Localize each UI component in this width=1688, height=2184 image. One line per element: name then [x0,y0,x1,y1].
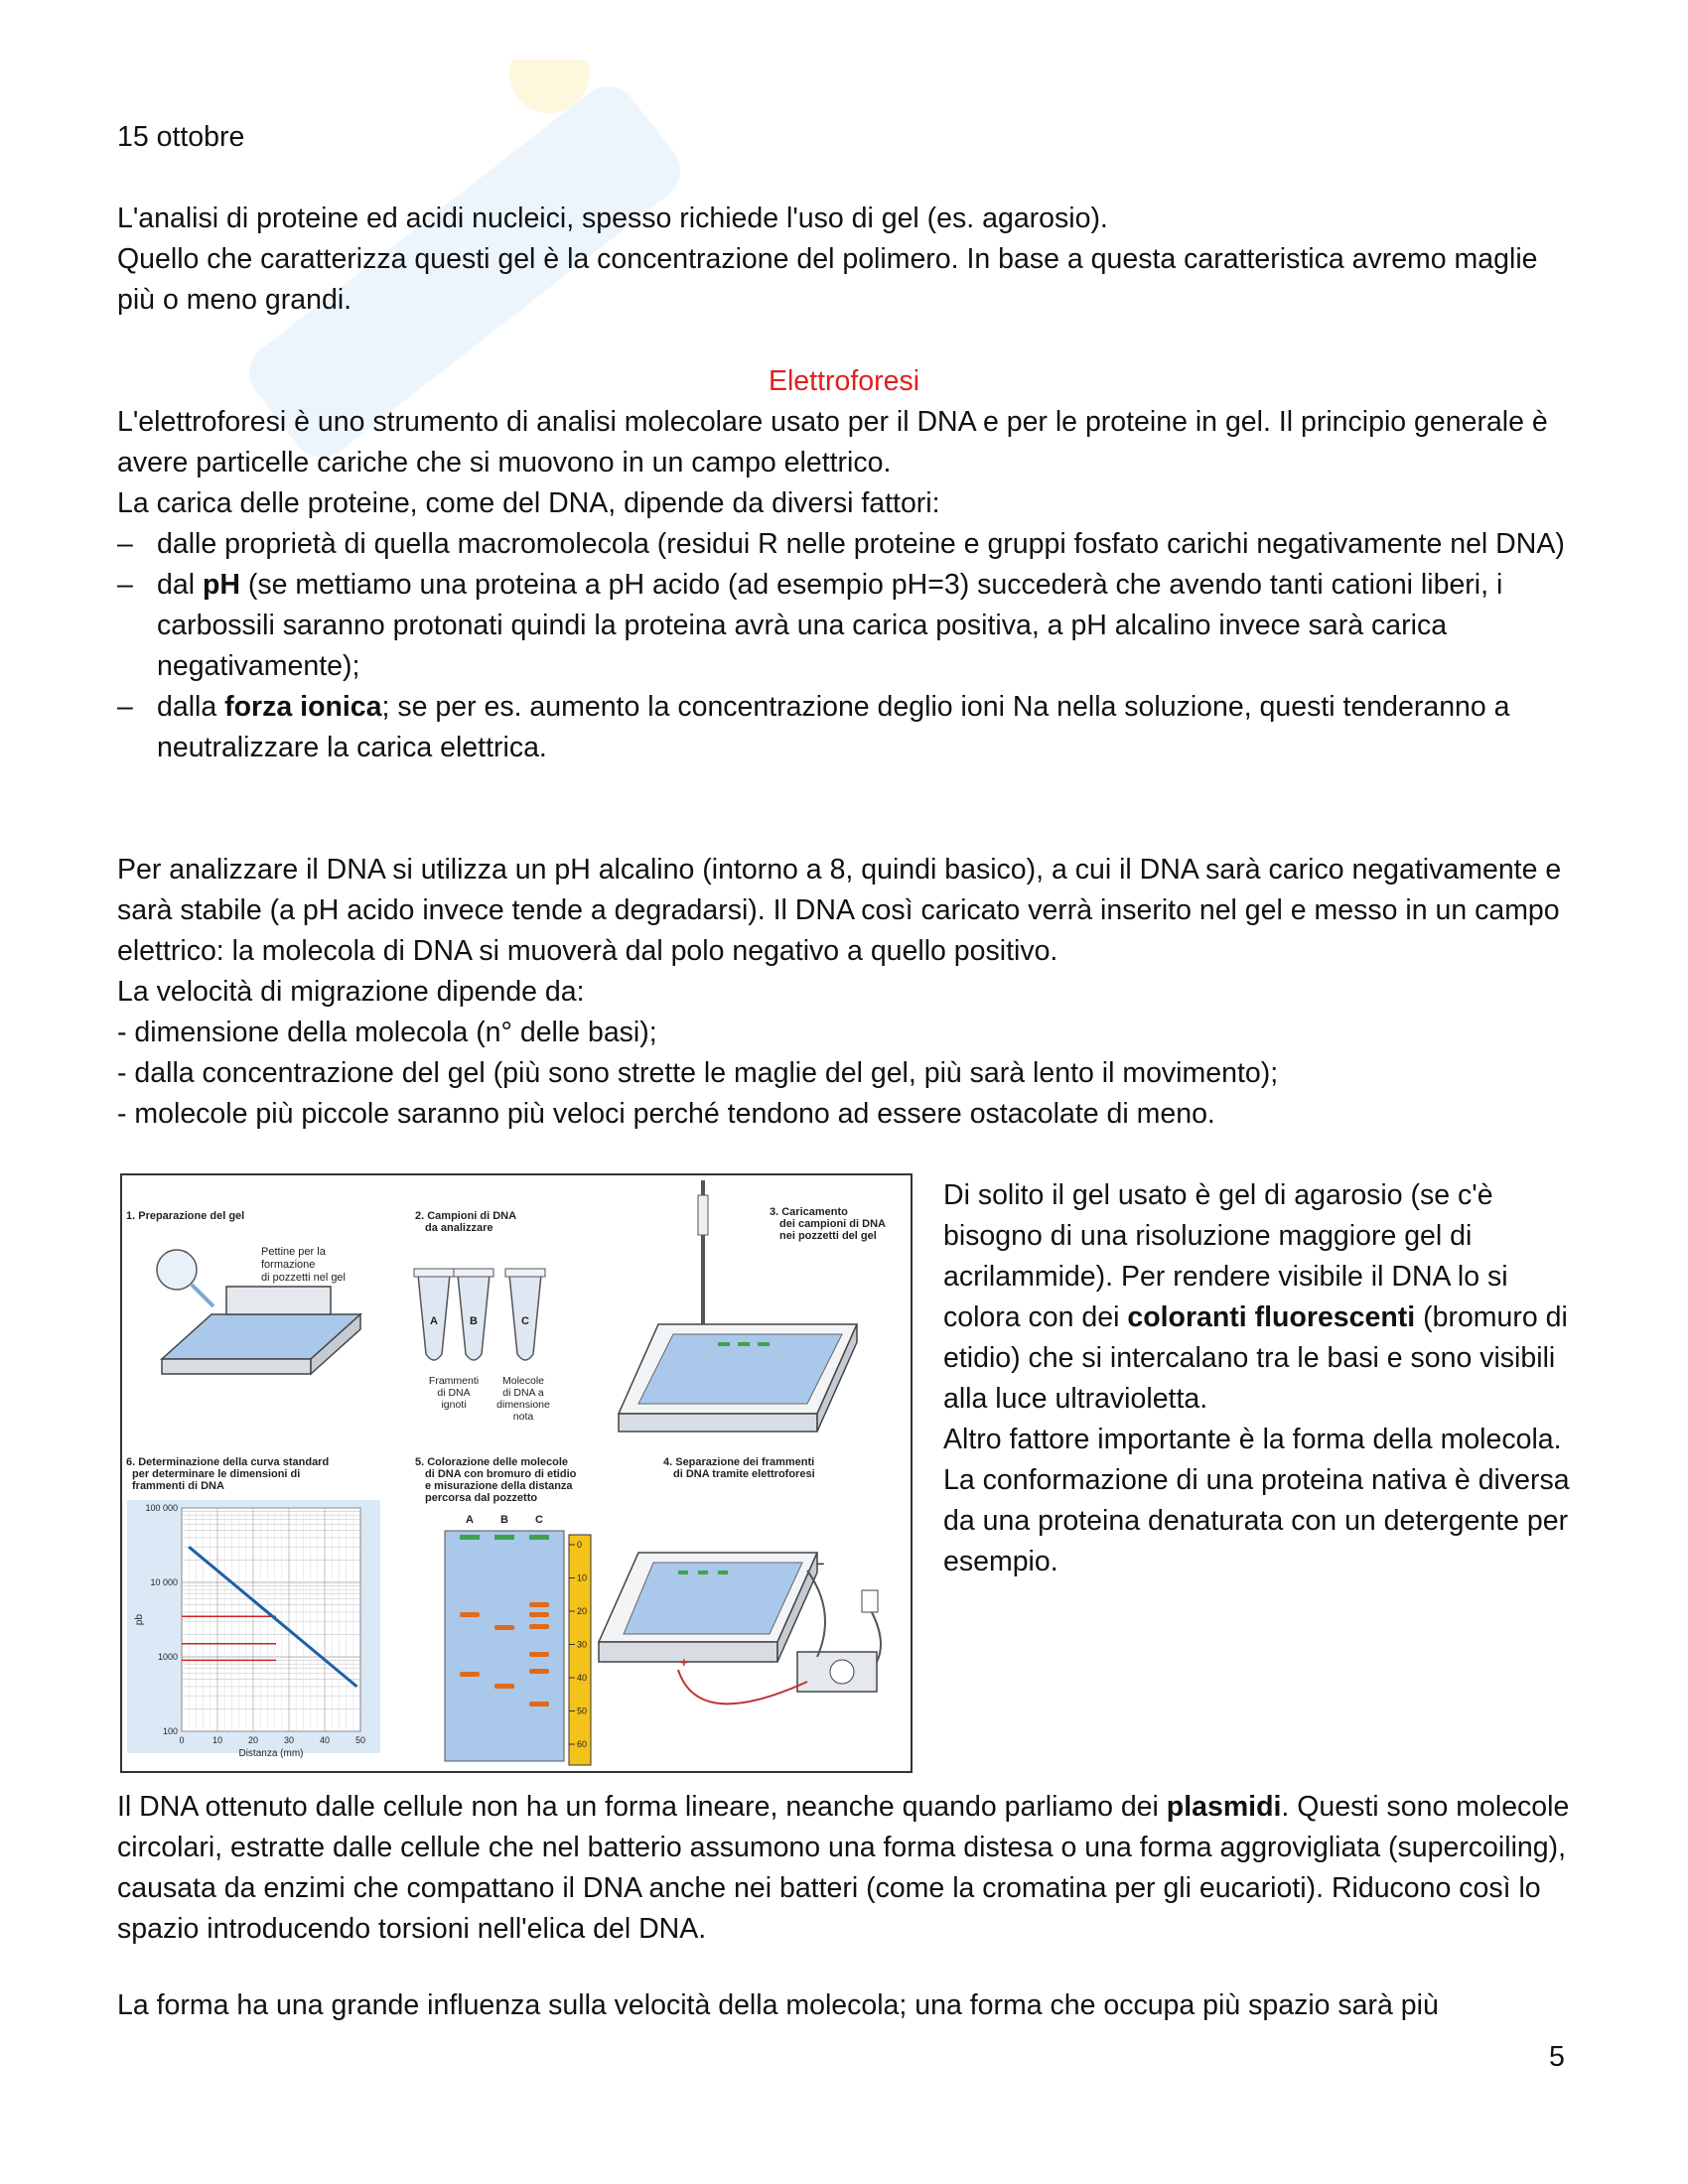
gel-band [494,1684,514,1689]
svg-text:e misurazione della distanza: e misurazione della distanza [425,1480,573,1492]
list-dash: – [117,528,133,560]
paragraph-line: Per analizzare il DNA si utilizza un pH alcalino (intorno a 8, quindi basico), a cui il DNA sarà carico negativamente e sarà stabile (a pH acido invece tende a degradarsi). Il DNA così caricato verrà inserito nel gel e messo in un campo elettrico: la molecola di DNA si muoverà dal polo negativo a quello positivo. [117,854,1562,967]
body-paragraph [117,850,1577,1135]
section-title: Elettroforesi [768,365,920,397]
svg-text:dimensione: dimensione [496,1399,550,1411]
panel2-title: 2. Campioni di DNA [415,1210,517,1222]
electrophoresis-apparatus [599,1553,881,1704]
paragraph-line: La velocità di migrazione dipende da: [117,976,585,1008]
body-paragraph: La forma ha una grande influenza sulla velocità della molecola; una forma che occupa più spazio sarà più [117,1989,1439,2021]
gel-casting-illustration [157,1250,360,1374]
factor-list [117,524,1577,768]
x-tick-label: 0 [179,1735,185,1745]
gel-band [460,1672,480,1677]
body-paragraph [117,402,1577,524]
gel-band [460,1612,480,1617]
gel-band [529,1652,549,1657]
gel-band [529,1669,549,1674]
svg-text:nei pozzetti del gel: nei pozzetti del gel [779,1230,877,1242]
x-tick-label: 10 [211,1735,223,1745]
ruler-tick-label: 50 [577,1706,588,1716]
paragraph-line: - dimensione della molecola (n° delle basi); [117,1017,657,1048]
ruler-tick-label: 10 [577,1572,588,1583]
svg-text:di DNA a: di DNA a [502,1387,544,1399]
y-axis-label: pb [134,1613,145,1626]
svg-text:dei campioni di DNA: dei campioni di DNA [779,1218,886,1230]
plot-area [182,1508,360,1731]
x-tick-label: 20 [247,1735,259,1745]
paragraph-line: - molecole più piccole saranno più veloci perché tendono ad essere ostacolate di meno. [117,1098,1215,1130]
paragraph-line: Altro fattore importante è la forma della molecola. La conformazione di una proteina nativa è diversa da una proteina denaturata con un detergente per esempio. [943,1424,1570,1577]
unknown-fragments-label: Frammenti [428,1375,480,1387]
panel3-title: 3. Caricamento [770,1206,848,1218]
paragraph-line: L'elettroforesi è uno strumento di analisi molecolare usato per il DNA e per le proteine in gel. Il principio generale è avere particelle cariche che si muovono in un campo elettrico. [117,406,1548,478]
gel-band [529,1624,549,1629]
side-paragraph [943,1175,1579,1582]
lane-c-label: C [535,1514,543,1526]
intro-paragraph [117,199,1577,321]
svg-text:per determinare le dimensioni: per determinare le dimensioni di [132,1468,301,1480]
panel6-title: 6. Determinazione della curva standard [126,1456,330,1468]
y-tick-label: 100 000 [145,1503,178,1513]
ruler-tick-label: 30 [577,1639,588,1650]
list-item: – dalle proprietà di quella macromolecola (residui R nelle proteine e gruppi fosfato carichi negativamente nel DNA) [117,524,1577,565]
intro-line: L'analisi di proteine ed acidi nucleici, spesso richiede l'uso di gel (es. agarosio). [117,203,1108,234]
svg-text:percorsa dal pozzetto: percorsa dal pozzetto [425,1492,538,1504]
ruler [569,1535,591,1765]
x-tick-label: 50 [354,1735,366,1745]
panel5-title: 5. Colorazione delle molecole [415,1456,569,1468]
svg-text:nota: nota [512,1411,534,1423]
tube-a-label: A [430,1315,438,1327]
ruler-tick-label: 60 [577,1739,588,1749]
lane-b-label: B [500,1514,508,1526]
svg-text:ignoti: ignoti [441,1399,467,1411]
ruler-tick-label: 0 [577,1540,583,1550]
tube-b-label: B [470,1315,478,1327]
list-dash: – [117,691,133,723]
paragraph-line: Il DNA ottenuto dalle cellule non ha un forma lineare, neanche quando parliamo dei plasmidi. Questi sono molecole circolari, estratte dalle cellule che nel batterio assumono una forma distesa o una forma aggrovigliata (supercoiling), causata da enzimi che compattano il DNA anche nei batteri (come la cromatina per gli eucarioti). Riducono così lo spazio introducendo torsioni nell'elica del DNA. [117,1791,1570,1945]
standard-curve-chart [127,1500,380,1759]
svg-text:di DNA: di DNA [437,1387,471,1399]
svg-text:formazione: formazione [261,1259,316,1271]
panel4-title: 4. Separazione dei frammenti [663,1456,815,1468]
gel-band [529,1612,549,1617]
tube-c-label: C [521,1315,529,1327]
x-tick-label: 40 [319,1735,331,1745]
comb-label: Pettine per la [261,1246,326,1258]
body-paragraph [117,1787,1577,1950]
paragraph-line: La carica delle proteine, come del DNA, dipende da diversi fattori: [117,487,940,519]
lane-a-label: A [466,1514,474,1526]
svg-text:da analizzare: da analizzare [425,1222,493,1234]
stained-gel [445,1531,564,1761]
paragraph-line: - dalla concentrazione del gel (più sono strette le maglie del gel, più sarà lento il movimento); [117,1057,1279,1089]
electrophoresis-figure [120,1173,913,1773]
svg-text:frammenti di DNA: frammenti di DNA [132,1480,224,1492]
minus-terminal-label: – [817,1556,825,1570]
panel1-title: 1. Preparazione del gel [126,1210,245,1222]
x-axis-label: Distanza (mm) [238,1748,304,1759]
x-tick-label: 30 [283,1735,295,1745]
figure-svg [122,1175,911,1771]
known-size-label: Molecole [501,1375,545,1387]
list-item: – dal pH (se mettiamo una proteina a pH acido (ad esempio pH=3) succederà che avendo tanti cationi liberi, i carbossili saranno protonati quindi la proteina avrà una carica positiva, a pH alcalino invece sarà carica negativamente); [117,565,1577,687]
ruler-tick-label: 40 [577,1673,588,1683]
y-tick-label: 100 [162,1726,178,1736]
gel-band [529,1602,549,1607]
ruler-tick-label: 20 [577,1606,588,1616]
svg-text:di DNA tramite elettroforesi: di DNA tramite elettroforesi [673,1468,815,1480]
date-heading: 15 ottobre [117,121,245,153]
page-number: 5 [1549,2041,1565,2073]
list-dash: – [117,569,133,601]
gel-band [494,1625,514,1630]
intro-line: Quello che caratterizza questi gel è la concentrazione del polimero. In base a questa caratteristica avremo maglie più o meno grandi. [117,243,1538,316]
paragraph-line: Di solito il gel usato è gel di agarosio (se c'è bisogno di una risoluzione maggiore gel di acrilammide). Per rendere visibile il DNA lo si colora con dei coloranti fluorescenti (bromuro di etidio) che si intercalano tra le basi e sono visibili alla luce ultravioletta. [943,1179,1568,1415]
svg-text:di DNA con bromuro di etidio: di DNA con bromuro di etidio [425,1468,577,1480]
gel-band [529,1702,549,1706]
svg-text:di pozzetti nel gel: di pozzetti nel gel [261,1272,346,1284]
list-item: – dalla forza ionica; se per es. aumento la concentrazione deglio ioni Na nella soluzione, questi tenderanno a neutralizzare la carica elettrica. [117,687,1577,768]
sample-tubes [414,1269,545,1360]
plus-terminal-label: + [680,1655,688,1670]
y-tick-label: 10 000 [150,1577,178,1587]
y-tick-label: 1000 [157,1652,178,1662]
